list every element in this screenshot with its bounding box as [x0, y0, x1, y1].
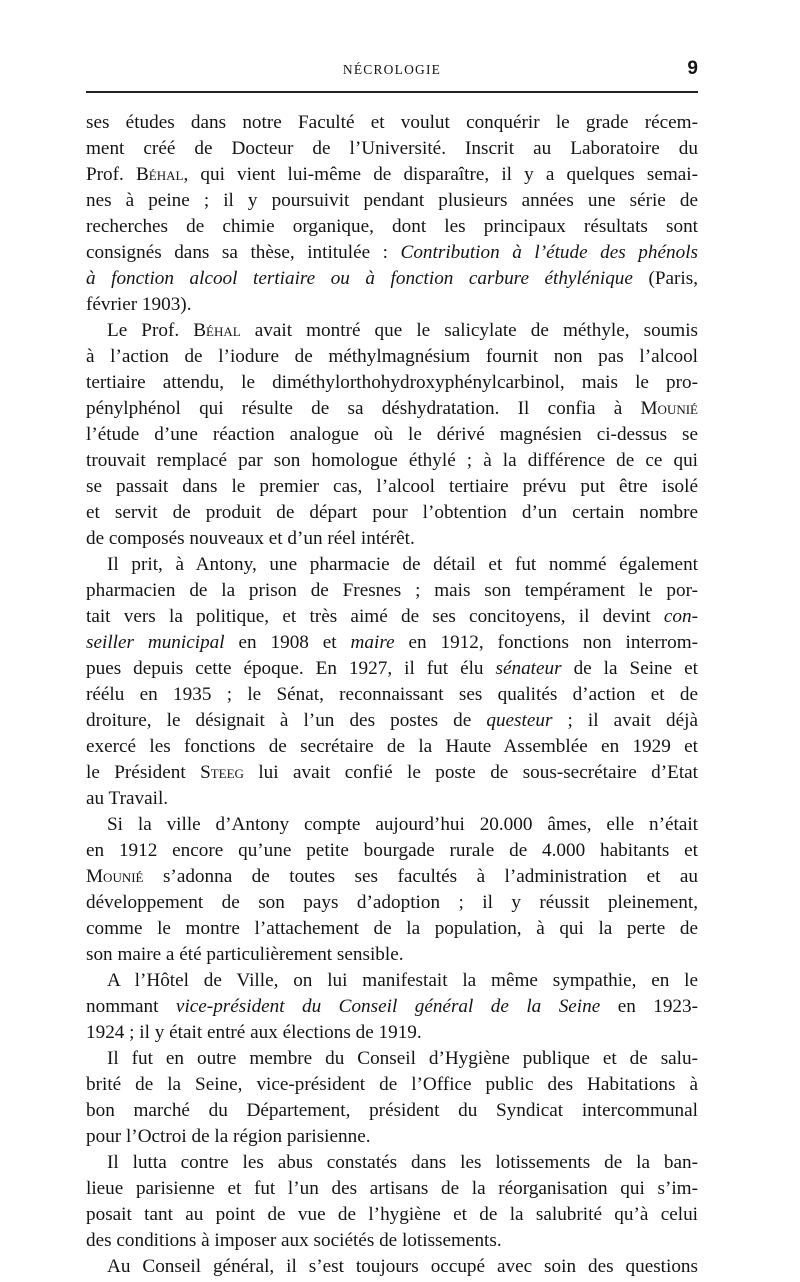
paragraph-2: [86, 318, 698, 552]
text-line: exercé les fonctions de secrétaire de la Haute Assemblée en 1929 et: [86, 736, 698, 757]
text-line: Il lutta contre les abus constatés dans les lotissements de la ban-: [107, 1152, 698, 1173]
text-line: Prof. Béhal, qui vient lui-même de disparaître, il y a quelques semai-: [86, 164, 699, 185]
text-line: Le Prof. Béhal avait montré que le salicylate de méthyle, soumis: [107, 320, 699, 341]
text-line: consignés dans sa thèse, intitulée : Contribution à l’étude des phénols: [86, 242, 698, 263]
text-line: recherches de chimie organique, dont les principaux résultats sont: [86, 216, 698, 237]
text-line: et servit de produit de départ pour l’obtention d’un certain nombre: [86, 502, 698, 523]
text-line: Si la ville d’Antony compte aujourd’hui 20.000 âmes, elle n’était: [107, 814, 698, 835]
text-line: pour l’Octroi de la région parisienne.: [86, 1126, 371, 1147]
text-line: tait vers la politique, et très aimé de ses concitoyens, il devint con-: [86, 606, 698, 627]
paragraph-7: [86, 1150, 698, 1254]
text-line: en 1912 encore qu’une petite bourgade rurale de 4.000 habitants et: [86, 840, 698, 861]
header-rule: [86, 91, 698, 93]
text-line: l’étude d’une réaction analogue où le dérivé magnésien ci-dessus se: [86, 424, 698, 445]
paragraph-3: [86, 552, 698, 812]
paragraph-6: [86, 1046, 698, 1150]
text-line: trouvait remplacé par son homologue éthylé ; à la différence de ce qui: [86, 450, 698, 471]
text-line: seiller municipal en 1908 et maire en 1912, fonctions non interrom-: [86, 632, 699, 653]
paragraph-1: [86, 110, 698, 318]
text-line: comme le montre l’attachement de la population, à qui la perte de: [86, 918, 698, 939]
text-line: se passait dans le premier cas, l’alcool tertiaire prévu put être isolé: [86, 476, 698, 497]
text-line: des conditions à imposer aux sociétés de lotissements.: [86, 1230, 502, 1251]
running-title: NÉCROLOGIE: [342, 62, 442, 77]
text-line: Il prit, à Antony, une pharmacie de détail et fut nommé également: [107, 554, 698, 575]
paragraph-5: [86, 968, 698, 1046]
text-line: développement de son pays d’adoption ; il y réussit pleinement,: [86, 892, 698, 913]
text-line: droiture, le désignait à l’un des postes de questeur ; il avait déjà: [86, 710, 698, 731]
text-line: à fonction alcool tertiaire ou à fonction carbure éthylénique (Paris,: [86, 268, 699, 289]
page-header: [86, 56, 698, 90]
text-line: A l’Hôtel de Ville, on lui manifestait la même sympathie, en le: [107, 970, 698, 991]
text-line: Mounié s’adonna de toutes ses facultés à l’administration et au: [86, 866, 698, 887]
text-line: février 1903).: [86, 294, 192, 315]
text-line: de composés nouveaux et d’un réel intérêt.: [86, 528, 415, 549]
text-line: au Travail.: [86, 788, 169, 809]
text-line: le Président Steeg lui avait confié le poste de sous-secrétaire d’Etat: [86, 762, 698, 783]
paragraph-8: [86, 1254, 698, 1280]
text-line: posait tant au point de vue de l’hygiène et de la salubrité qu’à celui: [86, 1204, 698, 1225]
text-line: ses études dans notre Faculté et voulut conquérir le grade récem-: [86, 112, 698, 133]
text-line: 1924 ; il y était entré aux élections de 1919.: [86, 1022, 422, 1043]
text-line: brité de la Seine, vice-président de l’Office public des Habitations à: [86, 1074, 698, 1095]
text-line: pharmacien de la prison de Fresnes ; mais son tempérament le por-: [86, 580, 698, 601]
page-number: 9: [687, 58, 698, 79]
text-line: nes à peine ; il y poursuivit pendant plusieurs années une série de: [86, 190, 698, 211]
text-line: nommant vice-président du Conseil général de la Seine en 1923-: [86, 996, 698, 1017]
text-line: Au Conseil général, il s’est toujours occupé avec soin des questions: [107, 1256, 698, 1277]
text-line: Il fut en outre membre du Conseil d’Hygiène publique et de salu-: [107, 1048, 698, 1069]
text-line: à l’action de l’iodure de méthylmagnésium fournit non pas l’alcool: [86, 346, 698, 367]
text-line: tertiaire attendu, le diméthylorthohydroxyphénylcarbinol, mais le pro-: [86, 372, 698, 393]
body-text: [86, 110, 698, 1280]
paragraph-4: [86, 812, 698, 968]
text-line: ment créé de Docteur de l’Université. Inscrit au Laboratoire du: [86, 138, 698, 159]
text-line: son maire a été particulièrement sensible.: [86, 944, 404, 965]
text-line: pénylphénol qui résulte de sa déshydratation. Il confia à Mounié: [86, 398, 698, 419]
text-line: réélu en 1935 ; le Sénat, reconnaissant ses qualités d’action et de: [86, 684, 698, 705]
text-line: bon marché du Département, président du Syndicat intercommunal: [86, 1100, 698, 1121]
text-line: pues depuis cette époque. En 1927, il fut élu sénateur de la Seine et: [86, 658, 698, 679]
text-line: lieue parisienne et fut l’un des artisans de la réorganisation qui s’im-: [86, 1178, 698, 1199]
